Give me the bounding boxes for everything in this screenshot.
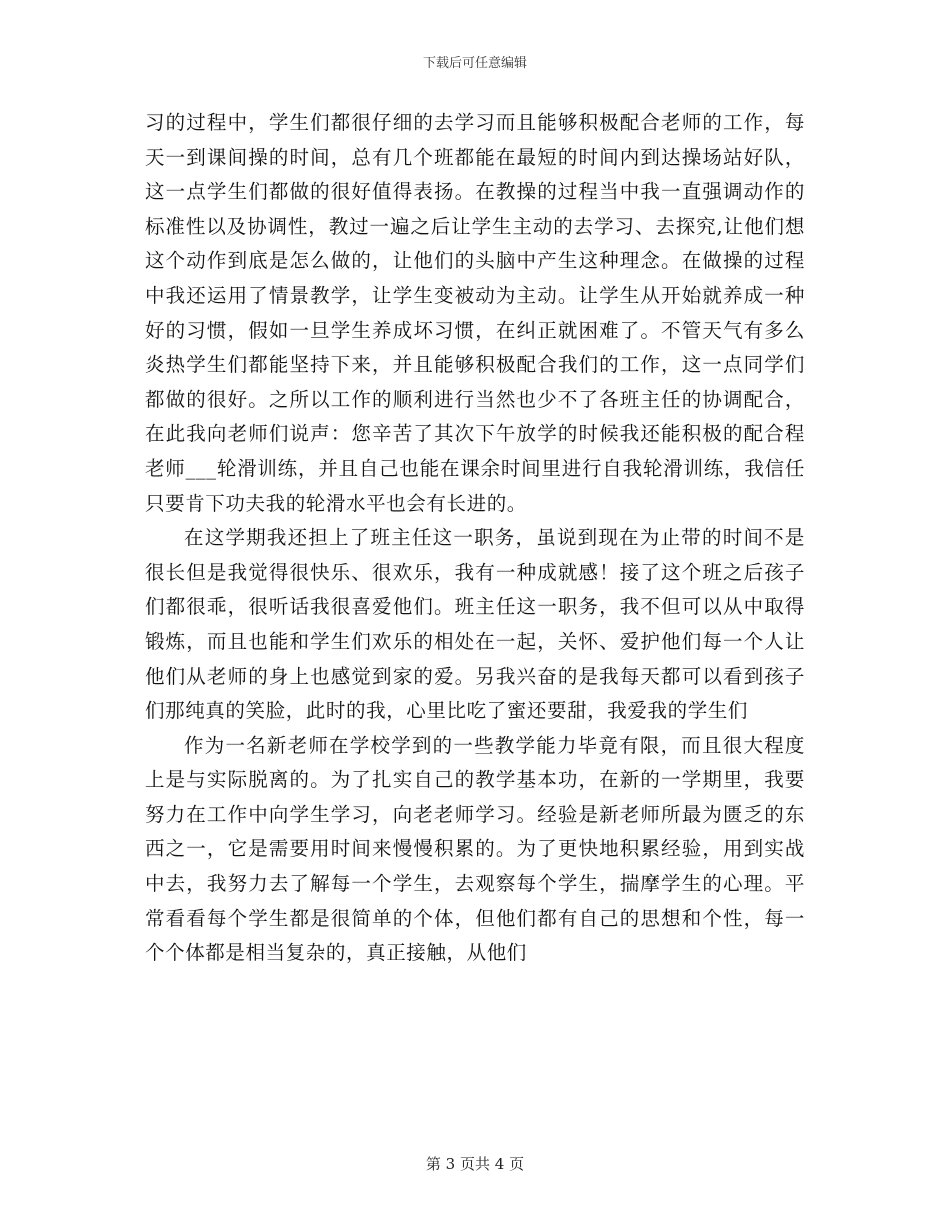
page-header-note: 下载后可任意编辑 [422, 56, 527, 71]
document-body [145, 106, 805, 971]
paragraph-3: 作为一名新老师在学校学到的一些教学能力毕竟有限，而且很大程度上是与实际脱离的。为了扎实自己的教学基本功，在新的一学期里，我要努力在工作中向学生学习，向老老师学习。经验是新老师所最为匮乏的东西之一，它是需要用时间来慢慢积累的。为了更快地积累经验，用到实战中去，我努力去了解每一个学生，去观察每个学生，揣摩学生的心理。平常看看每个学生都是很简单的个体，但他们都有自己的思想和个性，每一个个体都是相当复杂的，真正接触，从他们 [145, 733, 805, 965]
paragraph-1: 习的过程中，学生们都很仔细的去学习而且能够积极配合老师的工作，每天一到课间操的时间，总有几个班都能在最短的时间内到达操场站好队，这一点学生们都做的很好值得表扬。在教操的过程当中我一直强调动作的标准性以及协调性，教过一遍之后让学生主动的去学习、去探究,让他们想这个动作到底是怎么做的，让他们的头脑中产生这种理念。在做操的过程中我还运用了情景教学，让学生变被动为主动。让学生从开始就养成一种好的习惯，假如一旦学生养成坏习惯，在纠正就困难了。不管天气有多么炎热学生们都能坚持下来，并且能够积极配合我们的工作，这一点同学们都做的很好。之所以工作的顺利进行当然也少不了各班主任的协调配合，在此我向老师们说声：您辛苦了其次下午放学的时候我还能积极的配合程老师___轮滑训练，并且自己也能在课余时间里进行自我轮滑训练，我信任只要肯下功夫我的轮滑水平也会有长进的。 [145, 111, 805, 515]
page-number: 第 3 页共 4 页 [425, 1155, 525, 1173]
paragraph-2: 在这学期我还担上了班主任这一职务，虽说到现在为止带的时间不是很长但是我觉得很快乐、很欢乐，我有一种成就感！接了这个班之后孩子们都很乖，很听话我很喜爱他们。班主任这一职务，我不但可以从中取得锻炼，而且也能和学生们欢乐的相处在一起，关怀、爱护他们每一个人让他们从老师的身上也感觉到家的爱。另我兴奋的是我每天都可以看到孩子们那纯真的笑脸，此时的我，心里比吃了蜜还要甜，我爱我的学生们 [145, 526, 805, 723]
